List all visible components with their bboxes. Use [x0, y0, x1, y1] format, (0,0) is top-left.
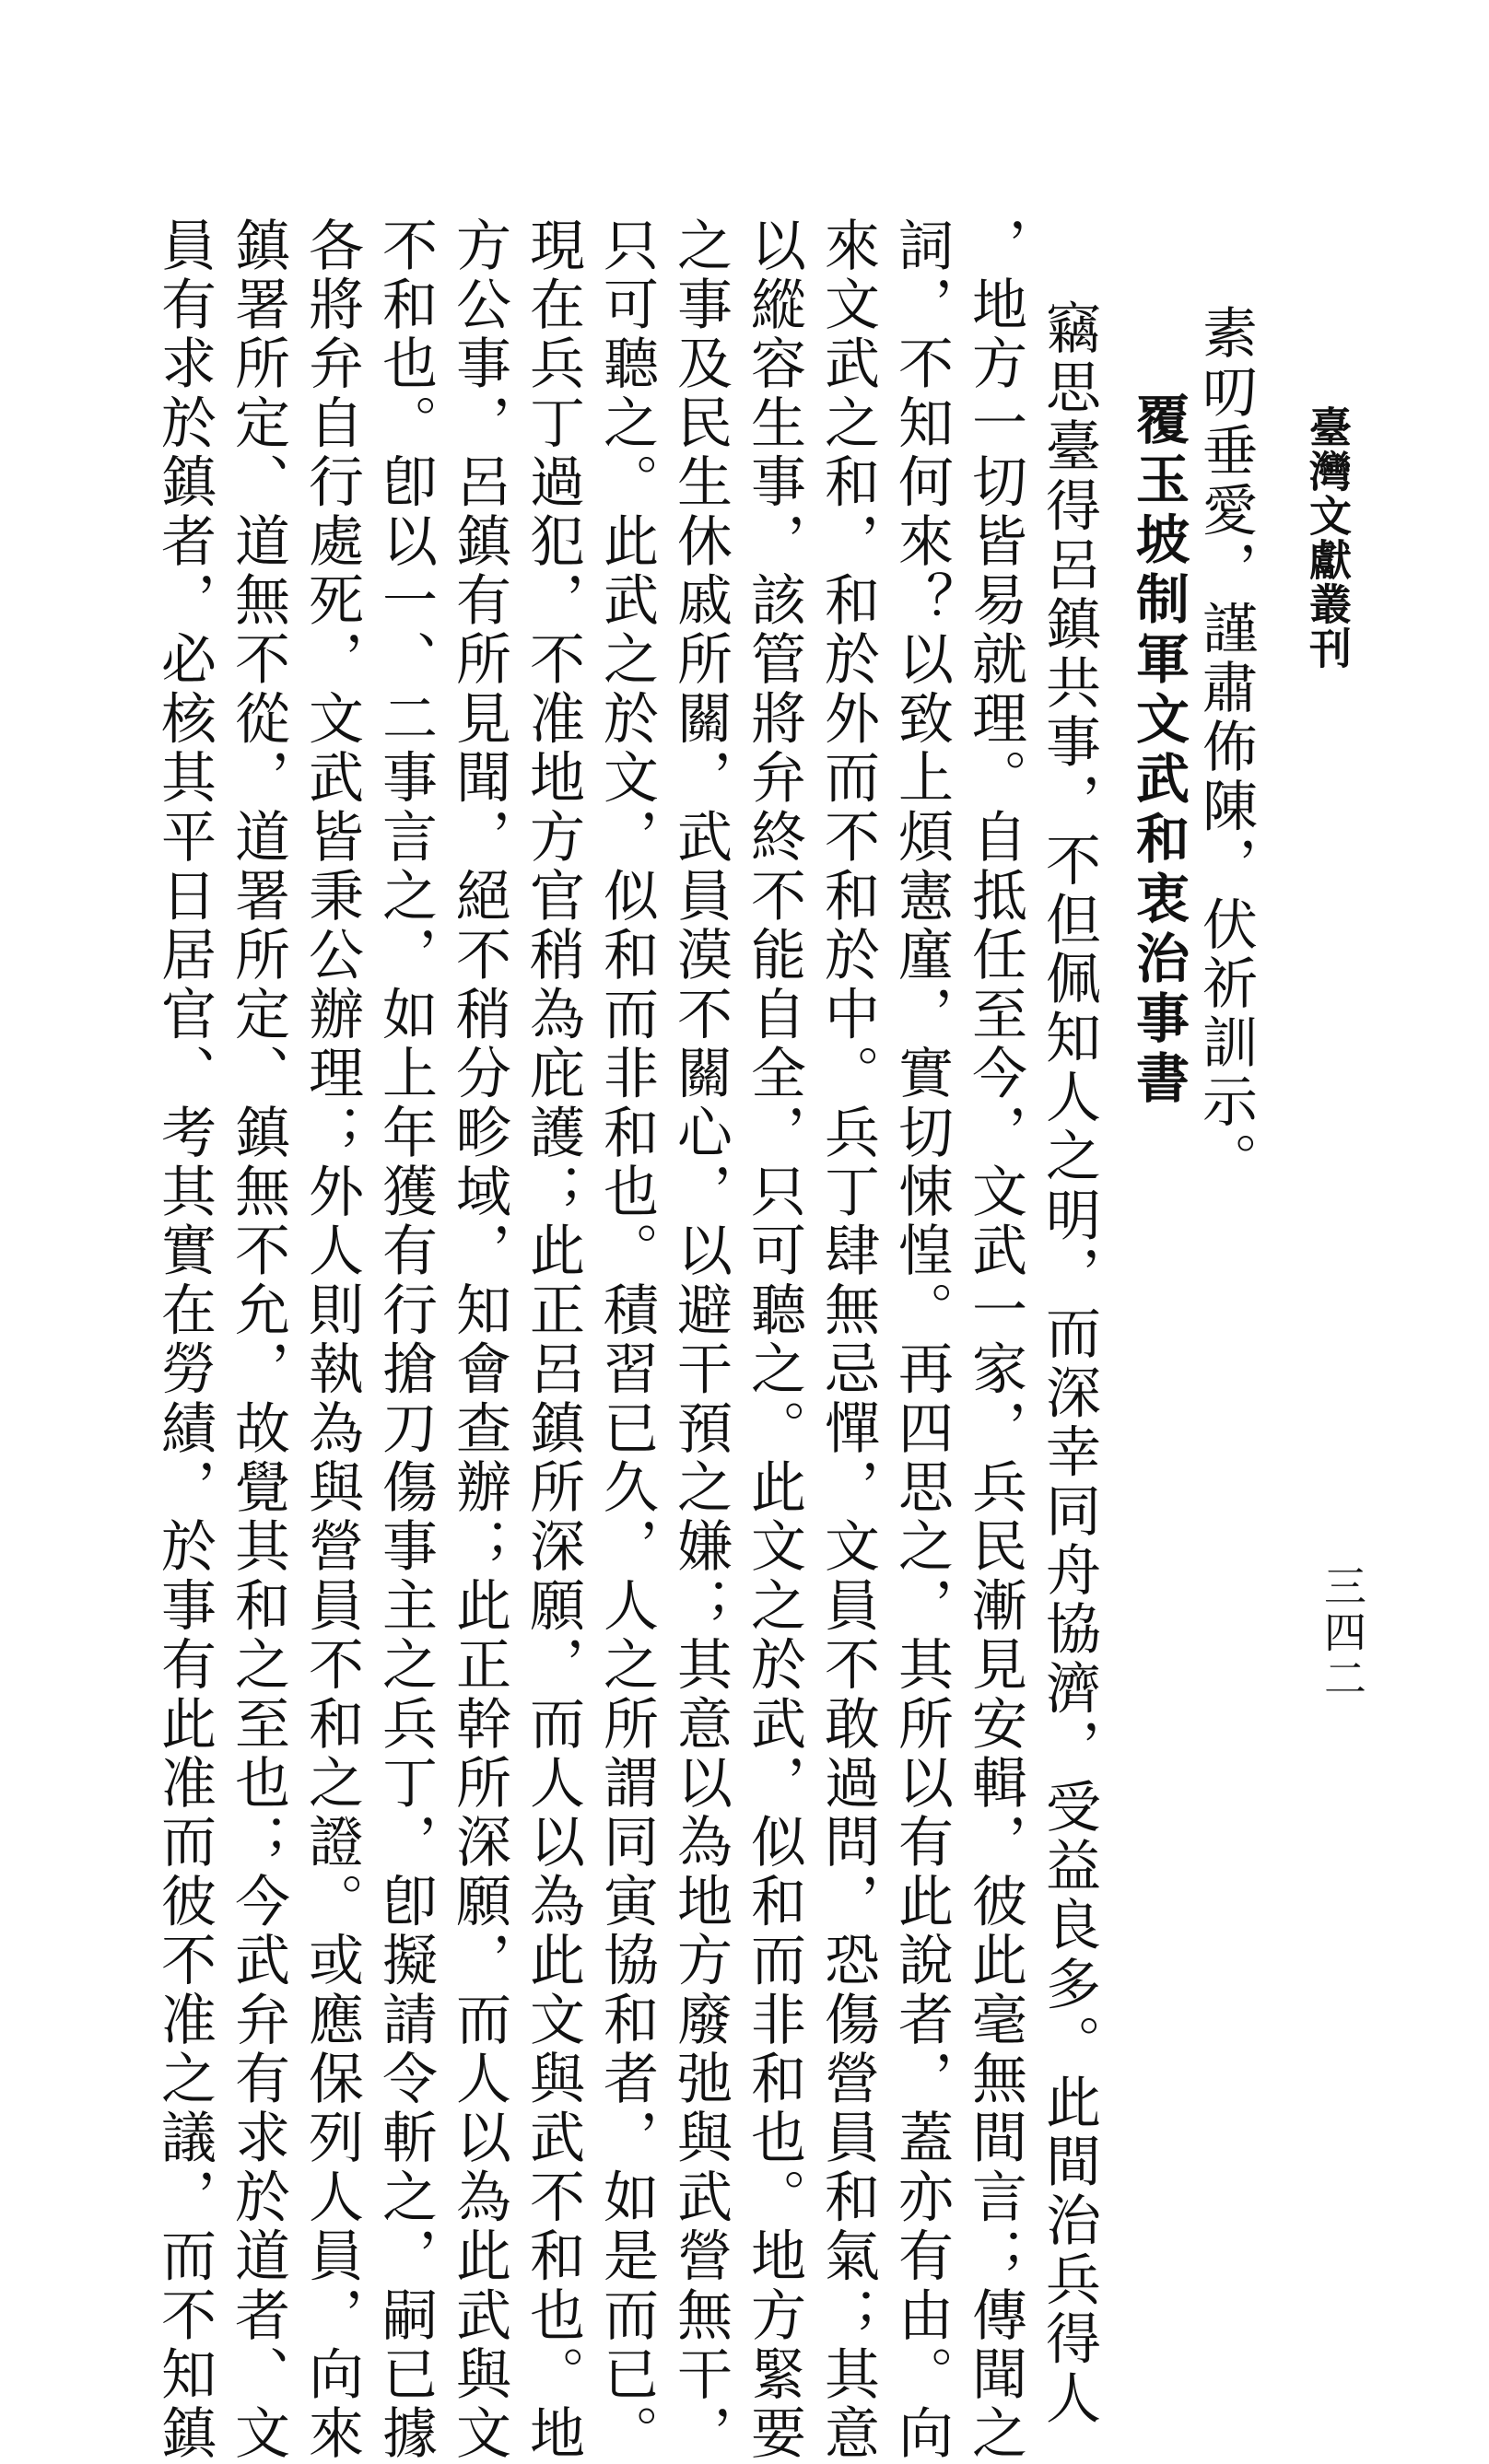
text-column: 各將弁自行處死，文武皆秉公辦理；外人則執為與營員不和之證。或應保列人員，向來 — [299, 216, 364, 2464]
text-column: 方公事，呂鎮有所見聞，絕不稍分畛域，知會查辦；此正幹所深願，而人以為此武與文 — [447, 216, 511, 2464]
text-column: 鎮署所定、道無不從，道署所定、鎮無不允，故覺其和之至也；今武弁有求於道者、文 — [226, 216, 290, 2464]
opening-line: 素叨垂愛，謹肅佈陳，伏祈訓示。 — [1193, 304, 1258, 1191]
running-title: 臺灣文獻叢刊 — [1303, 405, 1353, 671]
text-column: 詞，不知何來？以致上煩憲廑，實切悚惶。再四思之，其所以有此說者，蓋亦有由。向 — [889, 216, 954, 2464]
text-column: 來文武之和，和於外而不和於中。兵丁肆無忌憚，文員不敢過問，恐傷營員和氣；其意 — [815, 216, 880, 2464]
page-number: 三四二 — [1318, 1564, 1367, 1702]
text-column: 不和也。卽以一、二事言之，如上年獲有行搶刀傷事主之兵丁，卽擬請令斬之，嗣已據 — [373, 216, 438, 2464]
letter-heading: 覆玉坡制軍文武和衷治事書 — [1127, 391, 1190, 1110]
text-column: 現在兵丁過犯，不准地方官稍為庇護；此正呂鎮所深願，而人以為此文與武不和也。地 — [521, 216, 585, 2464]
text-column: 員有求於鎮者，必核其平日居官、考其實在勞績，於事有此准而彼不准之議，而不知鎮 — [152, 216, 217, 2464]
text-column: 只可聽之。此武之於文，似和而非和也。積習已久，人之所謂同寅協和者，如是而已。 — [594, 216, 659, 2464]
text-column: 之事及民生休戚所關，武員漠不關心，以避干預之嫌；其意以為地方廢弛與武營無干， — [668, 216, 733, 2464]
text-column: 竊思臺得呂鎮共事，不但佩知人之明，而深幸同舟協濟，受益良多。此間治兵得人 — [1037, 299, 1101, 2429]
text-column: 以縱容生事，該管將弁終不能自全，只可聽之。此文之於武，似和而非和也。地方緊要 — [742, 216, 806, 2464]
text-column: ，地方一切皆易就理。自抵任至今，文武一家，兵民漸見安輯，彼此毫無間言；傳聞之 — [963, 216, 1027, 2464]
